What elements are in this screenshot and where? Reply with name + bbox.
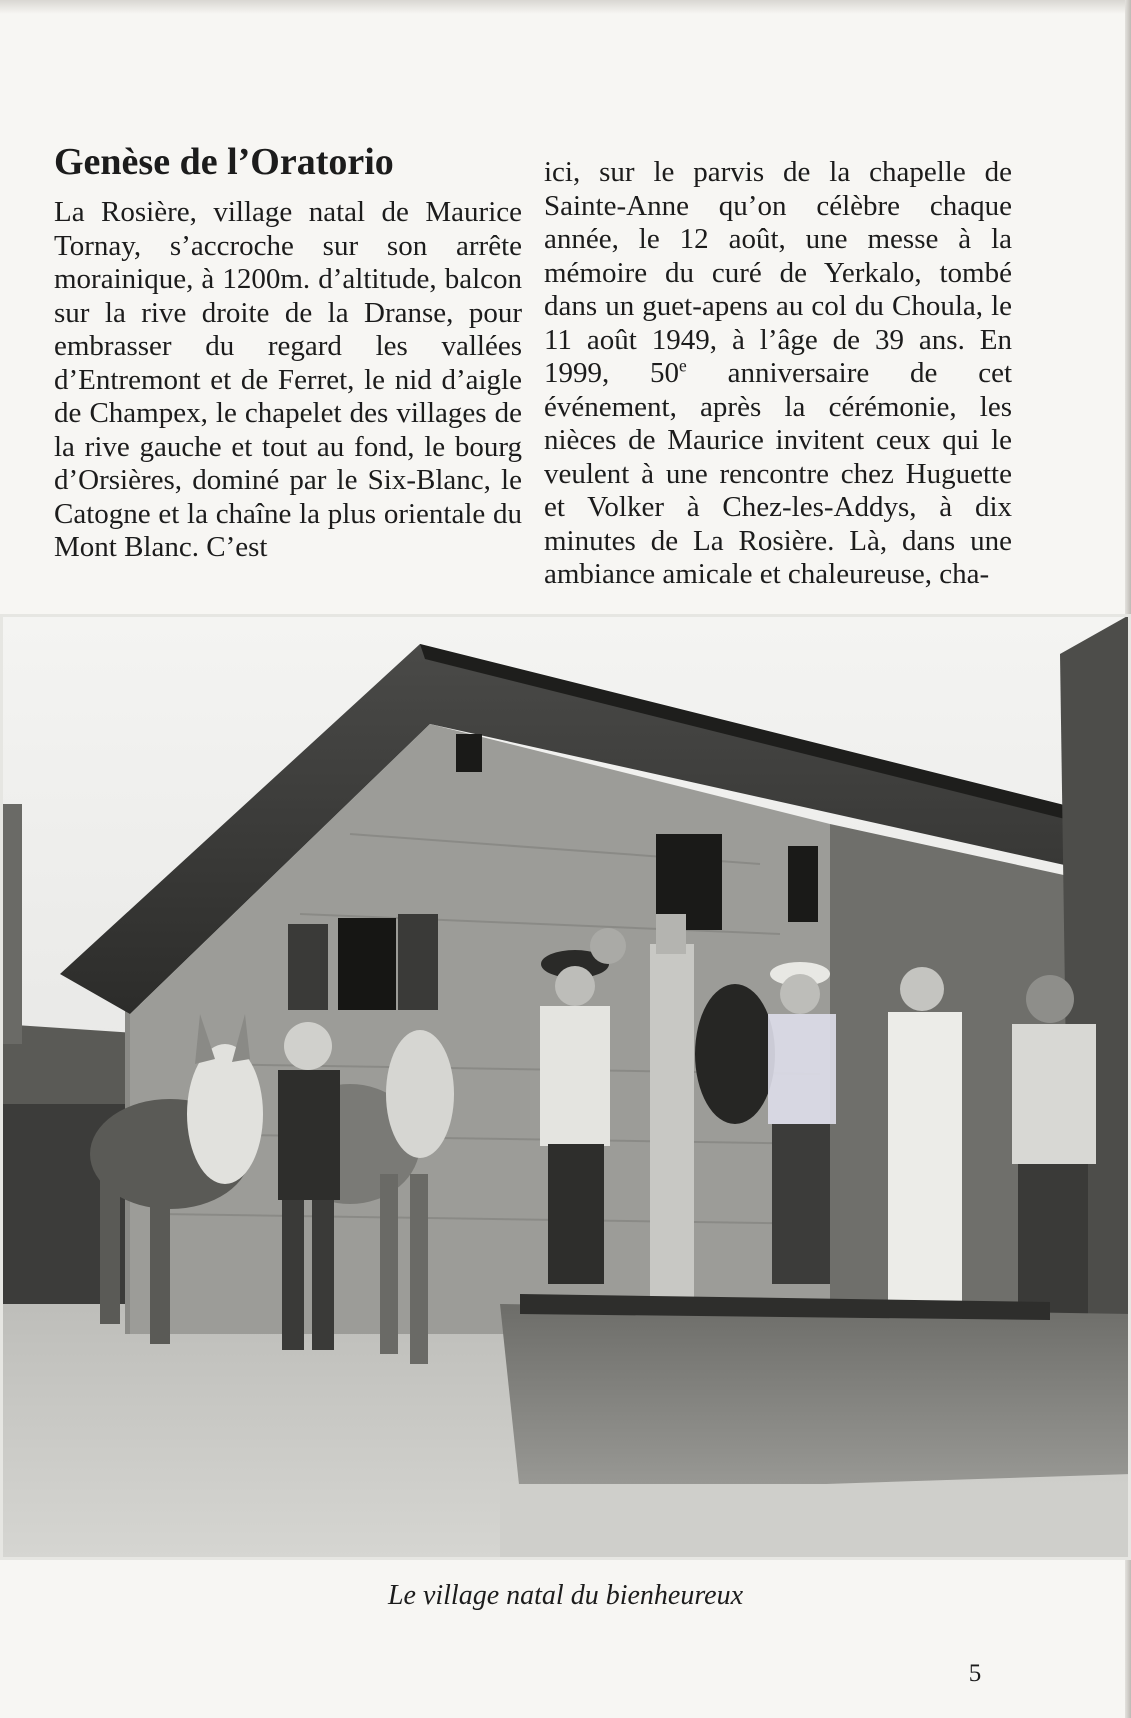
paragraph-right-part1: ici, sur le parvis de la chapelle de Sainte-Anne qu’on célèbre chaque année, le 12 août, une messe à la mémoire du curé de Yerkalo, tombé dans un guet-apens au col du Choula, le 11 août 1949, à l’âge de 39 ans. En 1999, 50 bbox=[544, 156, 1012, 389]
village-photograph bbox=[0, 614, 1131, 1560]
paragraph-left: La Rosière, village natal de Maurice Tornay, s’accroche sur son arrête morainique, à 1200m. d’altitude, balcon sur la rive droite de la Dranse, pour embrasser du regard les vallées d’Entremont et de Ferret, le nid d’aigle de Champex, le chapelet des villages de la rive gauche et tout au fond, le bourg d’Orsières, dominé par le Six-Blanc, le Catogne et la chaîne la plus orientale du Mont Blanc. C’est bbox=[54, 196, 522, 563]
page-number: 5 bbox=[968, 1660, 982, 1687]
column-right bbox=[544, 156, 1012, 592]
page-top-shadow bbox=[0, 0, 1131, 14]
article-text bbox=[54, 140, 1024, 595]
article-title: Genèse de l’Oratorio bbox=[54, 141, 394, 183]
paragraph-right bbox=[544, 156, 1012, 592]
photo-caption: Le village natal du bienheureux bbox=[387, 1580, 744, 1611]
column-left bbox=[54, 140, 522, 565]
paragraph-right-part2: anniversaire de cet événement, après la cérémonie, les nièces de Maurice invitent ceux qui le veulent à une rencontre chez Huguette et Volker à Chez-les-Addys, à dix minutes de La Rosière. Là, dans une ambiance amicale et chaleureuse, cha- bbox=[544, 357, 1013, 590]
ordinal-superscript: e bbox=[679, 355, 687, 376]
